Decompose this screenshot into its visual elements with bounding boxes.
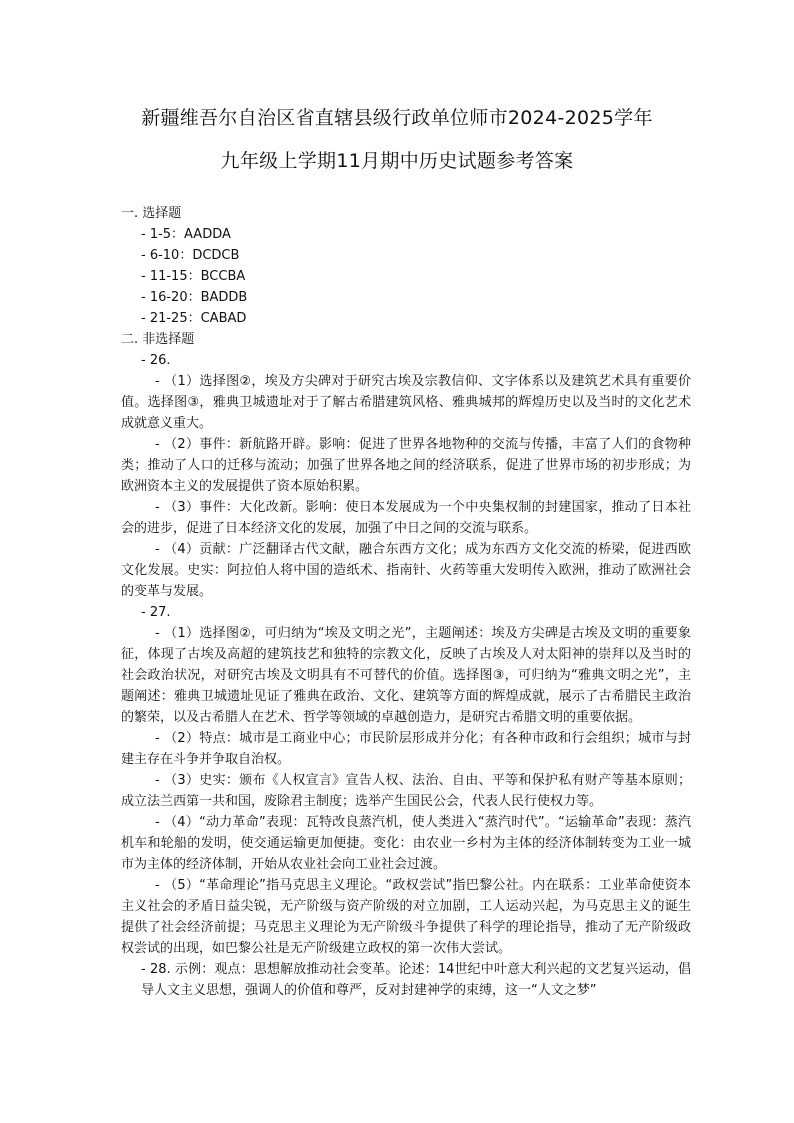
question-26-label: - 26. [141,353,171,368]
document-title-line2: 九年级上学期11月期中历史试题参考答案 [220,150,574,172]
q26-part-3: - （3）事件：大化改新。影响：使日本发展成为一个中央集权制的封建国家，推动了日本社会的进步，促进了日本经济文化的发展，加强了中日之间的交流与联系。 [121,500,691,536]
q26-part-2: - （2）事件：新航路开辟。影响：促进了世界各地物种的交流与传播，丰富了人们的食物种类；推动了人口的迁移与流动；加强了世界各地之间的经济联系，促进了世界市场的初步形成；为欧洲资本主义的发展提供了资本原始积累。 [121,437,691,494]
section-heading-multiple-choice: 一. 选择题 [121,206,182,221]
mc-answer-line: - 6-10：DCDCB [141,248,240,263]
question-27-label: - 27. [141,605,171,620]
section-heading-non-choice: 二. 非选择题 [121,332,195,347]
mc-answer-line: - 11-15：BCCBA [141,269,246,284]
q27-part-4: - （4）“动力革命”表现：瓦特改良蒸汽机，使人类进入“蒸汽时代”。“运输革命”表现：蒸汽机车和轮船的发明，使交通运输更加便捷。变化：由农业一乡村为主体的经济体制转变为工业一城市为主体的经济体制，开始从农业社会向工业社会过渡。 [121,815,691,872]
q27-part-5: - （5）“革命理论”指马克思主义理论。“政权尝试”指巴黎公社。内在联系：工业革命使资本主义社会的矛盾日益尖锐，无产阶级与资产阶级的对立加剧，工人运动兴起，为马克思主义的诞生提供了社会经济前提；马克思主义理论为无产阶级斗争提供了科学的理论指导，推动了无产阶级政权尝试的出现，如巴黎公社是无产阶级建立政权的第一次伟大尝试。 [121,878,691,956]
answer-content [121,203,691,1001]
q27-part-1: - （1）选择图②，可归纳为“埃及文明之光”，主题阐述：埃及方尖碑是古埃及文明的重要象征，体现了古埃及高超的建筑技艺和独特的宗教文化，反映了古埃及人对太阳神的崇拜以及当时的社会政治状况，对研究古埃及文明具有不可替代的价值。选择图③，可归纳为“雅典文明之光”，主题阐述：雅典卫城遗址见证了雅典在政治、文化、建筑等方面的辉煌成就，展示了古希腊民主政治的繁荣，以及古希腊人在艺术、哲学等领域的卓越创造力，是研究古希腊文明的重要依据。 [121,626,691,725]
mc-answer-line: - 16-20：BADDB [141,290,248,305]
mc-answer-line: - 21-25：CABAD [141,311,247,326]
q27-part-2: - （2）特点：城市是工商业中心；市民阶层形成并分化；有各种市政和行会组织；城市与封建主存在斗争并争取自治权。 [121,731,691,767]
mc-answer-line: - 1-5：AADDA [141,227,231,242]
q26-part-1: - （1）选择图②，埃及方尖碑对于研究古埃及宗教信仰、文字体系以及建筑艺术具有重要价值。选择图③，雅典卫城遗址对于了解古希腊建筑风格、雅典城邦的辉煌历史以及当时的文化艺术成就意义重大。 [121,374,691,431]
q27-part-3: - （3）史实：颁布《人权宣言》宣告人权、法治、自由、平等和保护私有财产等基本原则；成立法兰西第一共和国，废除君主制度；选举产生国民公会，代表人民行使权力等。 [121,773,691,809]
question-28-text: - 28. 示例：观点：思想解放推动社会变革。论述：14世纪中叶意大利兴起的文艺复兴运动，倡导人文主义思想，强调人的价值和尊严，反对封建神学的束缚，这一“人文之梦” [141,962,691,998]
document-title-line1: 新疆维吾尔自治区省直辖县级行政单位师市2024-2025学年 [141,107,653,129]
q26-part-4: - （4）贡献：广泛翻译古代文献，融合东西方文化；成为东西方文化交流的桥梁，促进西欧文化发展。史实：阿拉伯人将中国的造纸术、指南针、火药等重大发明传入欧洲，推动了欧洲社会的变革与发展。 [121,542,691,599]
